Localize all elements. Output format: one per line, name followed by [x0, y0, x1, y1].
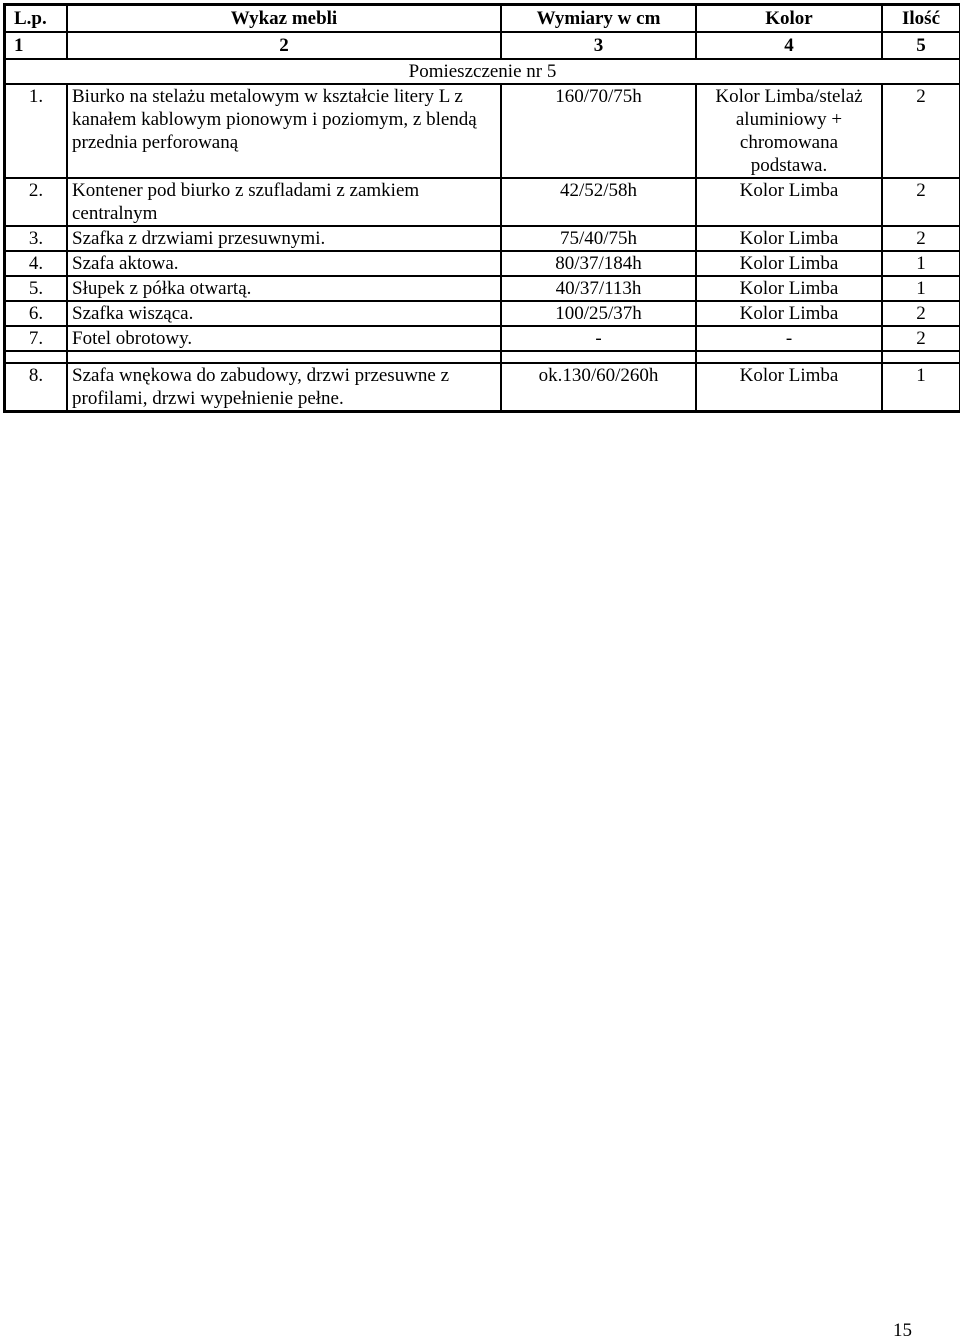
row-color: Kolor Limba [696, 178, 882, 226]
row-color: Kolor Limba [696, 276, 882, 301]
table-row [5, 326, 960, 351]
row-color: Kolor Limba [696, 251, 882, 276]
spacer-cell [501, 351, 696, 363]
header-color: Kolor [696, 5, 882, 32]
row-lp: 6. [5, 301, 67, 326]
section-row [5, 59, 960, 84]
row-quantity: 1 [882, 363, 960, 411]
row-color: Kolor Limba [696, 363, 882, 411]
row-lp: 2. [5, 178, 67, 226]
section-title: Pomieszczenie nr 5 [5, 59, 960, 84]
row-quantity: 2 [882, 84, 960, 178]
row-name-text: Kontener pod biurko z szufladami z zamkiem centralnym [72, 180, 420, 224]
row-name: Słupek z półka otwartą. [67, 276, 501, 301]
row-quantity: 2 [882, 178, 960, 226]
page-number: 15 [893, 1320, 912, 1341]
row-lp: 8. [5, 363, 67, 411]
table-row [5, 178, 960, 226]
header-row [5, 5, 960, 32]
column-number: 5 [882, 32, 960, 59]
spacer-cell [882, 351, 960, 363]
row-dimensions: 42/52/58h [501, 178, 696, 226]
row-quantity: 2 [882, 226, 960, 251]
row-color: Kolor Limba [696, 226, 882, 251]
row-dimensions: 80/37/184h [501, 251, 696, 276]
table-row [5, 363, 960, 411]
row-lp: 7. [5, 326, 67, 351]
row-quantity: 1 [882, 251, 960, 276]
header-dimensions: Wymiary w cm [501, 5, 696, 32]
row-color: - [696, 326, 882, 351]
row-quantity: 2 [882, 326, 960, 351]
row-quantity: 1 [882, 276, 960, 301]
column-number: 2 [67, 32, 501, 59]
row-name: Szafa wnękowa do zabudowy, drzwi przesuwne z profilami, drzwi wypełnienie pełne. [67, 363, 501, 411]
spacer-cell [5, 351, 67, 363]
row-quantity: 2 [882, 301, 960, 326]
row-dimensions: 160/70/75h [501, 84, 696, 178]
table-row [5, 301, 960, 326]
row-lp: 3. [5, 226, 67, 251]
column-number: 4 [696, 32, 882, 59]
row-lp: 4. [5, 251, 67, 276]
row-name: Szafka wisząca. [67, 301, 501, 326]
table-row [5, 226, 960, 251]
column-numbers-row [5, 32, 960, 59]
spacer-cell [696, 351, 882, 363]
row-name [67, 178, 501, 226]
table-row [5, 276, 960, 301]
row-lp: 5. [5, 276, 67, 301]
spacer-row [5, 351, 960, 363]
row-dimensions: 75/40/75h [501, 226, 696, 251]
row-name: Fotel obrotowy. [67, 326, 501, 351]
row-name: Szafa aktowa. [67, 251, 501, 276]
header-lp: L.p. [5, 5, 67, 32]
row-name: Szafka z drzwiami przesuwnymi. [67, 226, 501, 251]
header-quantity: Ilość [882, 5, 960, 32]
column-number: 1 [5, 32, 67, 59]
row-dimensions: - [501, 326, 696, 351]
furniture-list-table [3, 3, 960, 413]
column-number: 3 [501, 32, 696, 59]
table-row [5, 251, 960, 276]
row-color: Kolor Limba [696, 301, 882, 326]
row-dimensions: ok.130/60/260h [501, 363, 696, 411]
row-lp: 1. [5, 84, 67, 178]
row-dimensions: 40/37/113h [501, 276, 696, 301]
spacer-cell [67, 351, 501, 363]
table-row [5, 84, 960, 178]
row-name: Biurko na stelażu metalowym w kształcie litery L z kanałem kablowym pionowym i poziomym, z blendą przednia perforowaną [67, 84, 501, 178]
row-color: Kolor Limba/stelaż aluminiowy + chromowana podstawa. [696, 84, 882, 178]
header-name: Wykaz mebli [67, 5, 501, 32]
row-dimensions: 100/25/37h [501, 301, 696, 326]
